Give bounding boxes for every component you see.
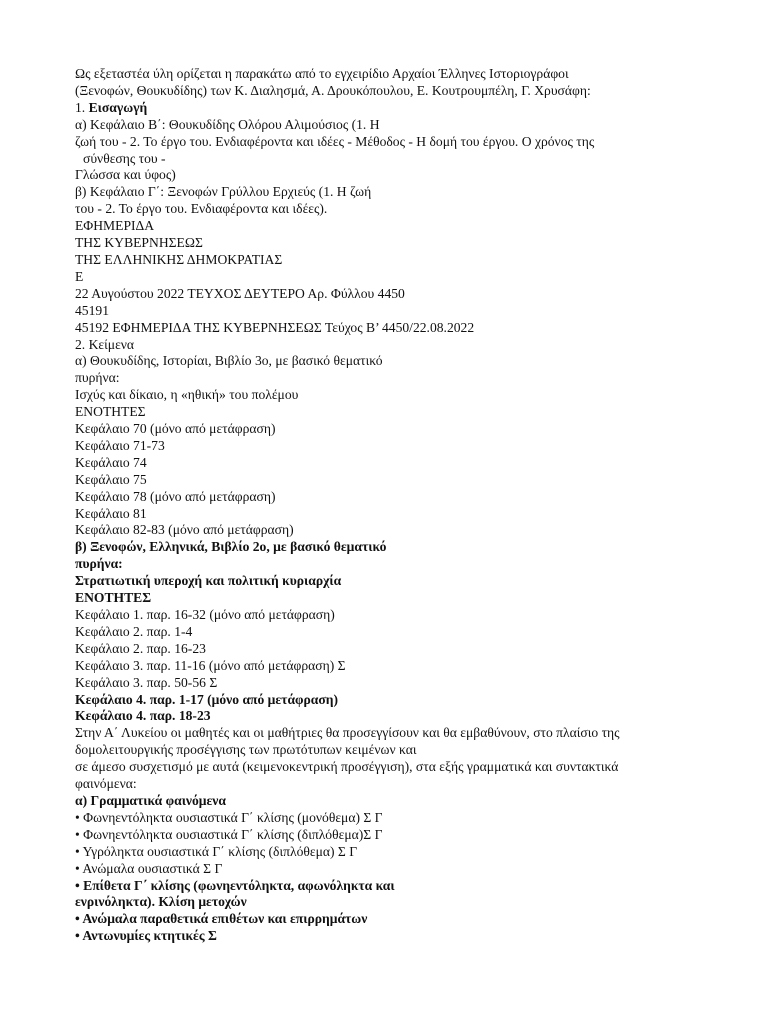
text-line: πυρήνα: xyxy=(75,370,120,386)
text-line: Κεφάλαιο 71-73 xyxy=(75,437,165,453)
text-line: ενρινόληκτα). Κλίση μετοχών xyxy=(75,894,247,910)
text-line: Κεφάλαιο 3. παρ. 11-16 (μόνο από μετάφραση) Σ xyxy=(75,657,346,673)
text-line: • Υγρόληκτα ουσιαστικά Γ΄ κλίσης (διπλόθεμα) Σ Γ xyxy=(75,843,358,859)
line-text: Εισαγωγή xyxy=(88,99,148,115)
text-line: β) Ξενοφών, Ελληνικά, Βιβλίο 2ο, με βασικό θεματικό xyxy=(75,539,387,555)
text-line: • Επίθετα Γ΄ κλίσης (φωνηεντόληκτα, αφωνόληκτα και xyxy=(75,877,395,893)
text-line: Κεφάλαιο 70 (μόνο από μετάφραση) xyxy=(75,421,276,437)
text-line: σε άμεσο συσχετισμό με αυτά (κειμενοκεντρική προσέγγιση), στα εξής γραμματικά και συντακτικά xyxy=(75,759,619,775)
text-line: • Φωνηεντόληκτα ουσιαστικά Γ΄ κλίσης (διπλόθεμα)Σ Γ xyxy=(75,826,383,842)
text-line: Ε xyxy=(75,268,84,284)
text-line: Ως εξεταστέα ύλη ορίζεται η παρακάτω από το εγχειρίδιο Αρχαίοι Έλληνες Ιστοριογράφοι xyxy=(75,66,569,81)
text-line xyxy=(75,100,700,117)
text-line: Κεφάλαιο 2. παρ. 1-4 xyxy=(75,623,193,639)
text-line: 45191 xyxy=(75,302,109,318)
text-line: • Φωνηεντόληκτα ουσιαστικά Γ΄ κλίσης (μονόθεμα) Σ Γ xyxy=(75,809,383,825)
text-line: (Ξενοφών, Θουκυδίδης) των Κ. Διαλησμά, Α. Δρουκόπουλου, Ε. Κουτρουμπέλη, Γ. Χρυσάφη: xyxy=(75,82,591,98)
text-line: Γλώσσα και ύφος) xyxy=(75,167,176,183)
text-line: 2. Κείμενα xyxy=(75,336,135,352)
text-line: α) Κεφάλαιο Β΄: Θουκυδίδης Ολόρου Αλιμούσιος (1. Η xyxy=(75,116,380,132)
text-line: Κεφάλαιο 81 xyxy=(75,505,147,521)
text-line: του - 2. Το έργο του. Ενδιαφέροντα και ιδέες). xyxy=(75,201,328,217)
text-line: 22 Αυγούστου 2022 ΤΕΥΧΟΣ ΔΕΥΤΕΡΟ Αρ. Φύλλου 4450 xyxy=(75,285,405,301)
text-line: Κεφάλαιο 2. παρ. 16-23 xyxy=(75,640,206,656)
text-line: ζωή του - 2. Το έργο του. Ενδιαφέροντα και ιδέες - Μέθοδος - Η δομή του έργου. Ο χρόνος της xyxy=(75,133,595,149)
line-prefix: 1. xyxy=(75,99,89,115)
text-line: Ισχύς και δίκαιο, η «ηθική» του πολέμου xyxy=(75,387,299,403)
text-line: Κεφάλαιο 1. παρ. 16-32 (μόνο από μετάφραση) xyxy=(75,607,335,622)
text-line: δομολειτουργικής προσέγγισης των πρωτότυπων κειμένων και xyxy=(75,742,417,758)
text-line: ΤΗΣ ΚΥΒΕΡΝΗΣΕΩΣ xyxy=(75,235,203,251)
document-body xyxy=(75,66,700,945)
text-line: ΕΝΟΤΗΤΕΣ xyxy=(75,590,152,606)
text-line: • Ανώμαλα παραθετικά επιθέτων και επιρρημάτων xyxy=(75,911,368,927)
text-line: Κεφάλαιο 74 xyxy=(75,454,147,470)
text-line: σύνθεσης του - xyxy=(83,150,166,166)
text-line: Κεφάλαιο 78 (μόνο από μετάφραση) xyxy=(75,488,276,504)
text-line: • Ανώμαλα ουσιαστικά Σ Γ xyxy=(75,860,223,876)
text-line: α) Γραμματικά φαινόμενα xyxy=(75,792,226,808)
text-line: φαινόμενα: xyxy=(75,776,137,792)
text-line: ΕΝΟΤΗΤΕΣ xyxy=(75,404,146,420)
text-line: Κεφάλαιο 4. παρ. 1-17 (μόνο από μετάφραση) xyxy=(75,691,339,707)
text-line: α) Θουκυδίδης, Ιστορίαι, Βιβλίο 3ο, με βασικό θεματικό xyxy=(75,353,383,369)
text-line: Στην Α΄ Λυκείου οι μαθητές και οι μαθήτριες θα προσεγγίσουν και θα εμβαθύνουν, στο πλαίσιο της xyxy=(75,725,620,741)
text-line: Κεφάλαιο 3. παρ. 50-56 Σ xyxy=(75,674,218,690)
text-line: πυρήνα: xyxy=(75,556,123,572)
text-line: 45192 ΕΦΗΜΕΡΙΔΑ ΤΗΣ ΚΥΒΕΡΝΗΣΕΩΣ Τεύχος B’ 4450/22.08.2022 xyxy=(75,319,475,335)
text-line: • Αντωνυμίες κτητικές Σ xyxy=(75,928,217,944)
text-line: Στρατιωτική υπεροχή και πολιτική κυριαρχία xyxy=(75,573,342,589)
text-line: β) Κεφάλαιο Γ΄: Ξενοφών Γρύλλου Ερχιεύς (1. Η ζωή xyxy=(75,184,372,200)
text-line: Κεφάλαιο 4. παρ. 18-23 xyxy=(75,708,211,724)
text-line: ΕΦΗΜΕΡΙΔΑ xyxy=(75,218,155,234)
text-line: Κεφάλαιο 82-83 (μόνο από μετάφραση) xyxy=(75,522,294,538)
text-line: ΤΗΣ ΕΛΛΗΝΙΚΗΣ ΔΗΜΟΚΡΑΤΙΑΣ xyxy=(75,251,283,267)
text-line: Κεφάλαιο 75 xyxy=(75,471,147,487)
